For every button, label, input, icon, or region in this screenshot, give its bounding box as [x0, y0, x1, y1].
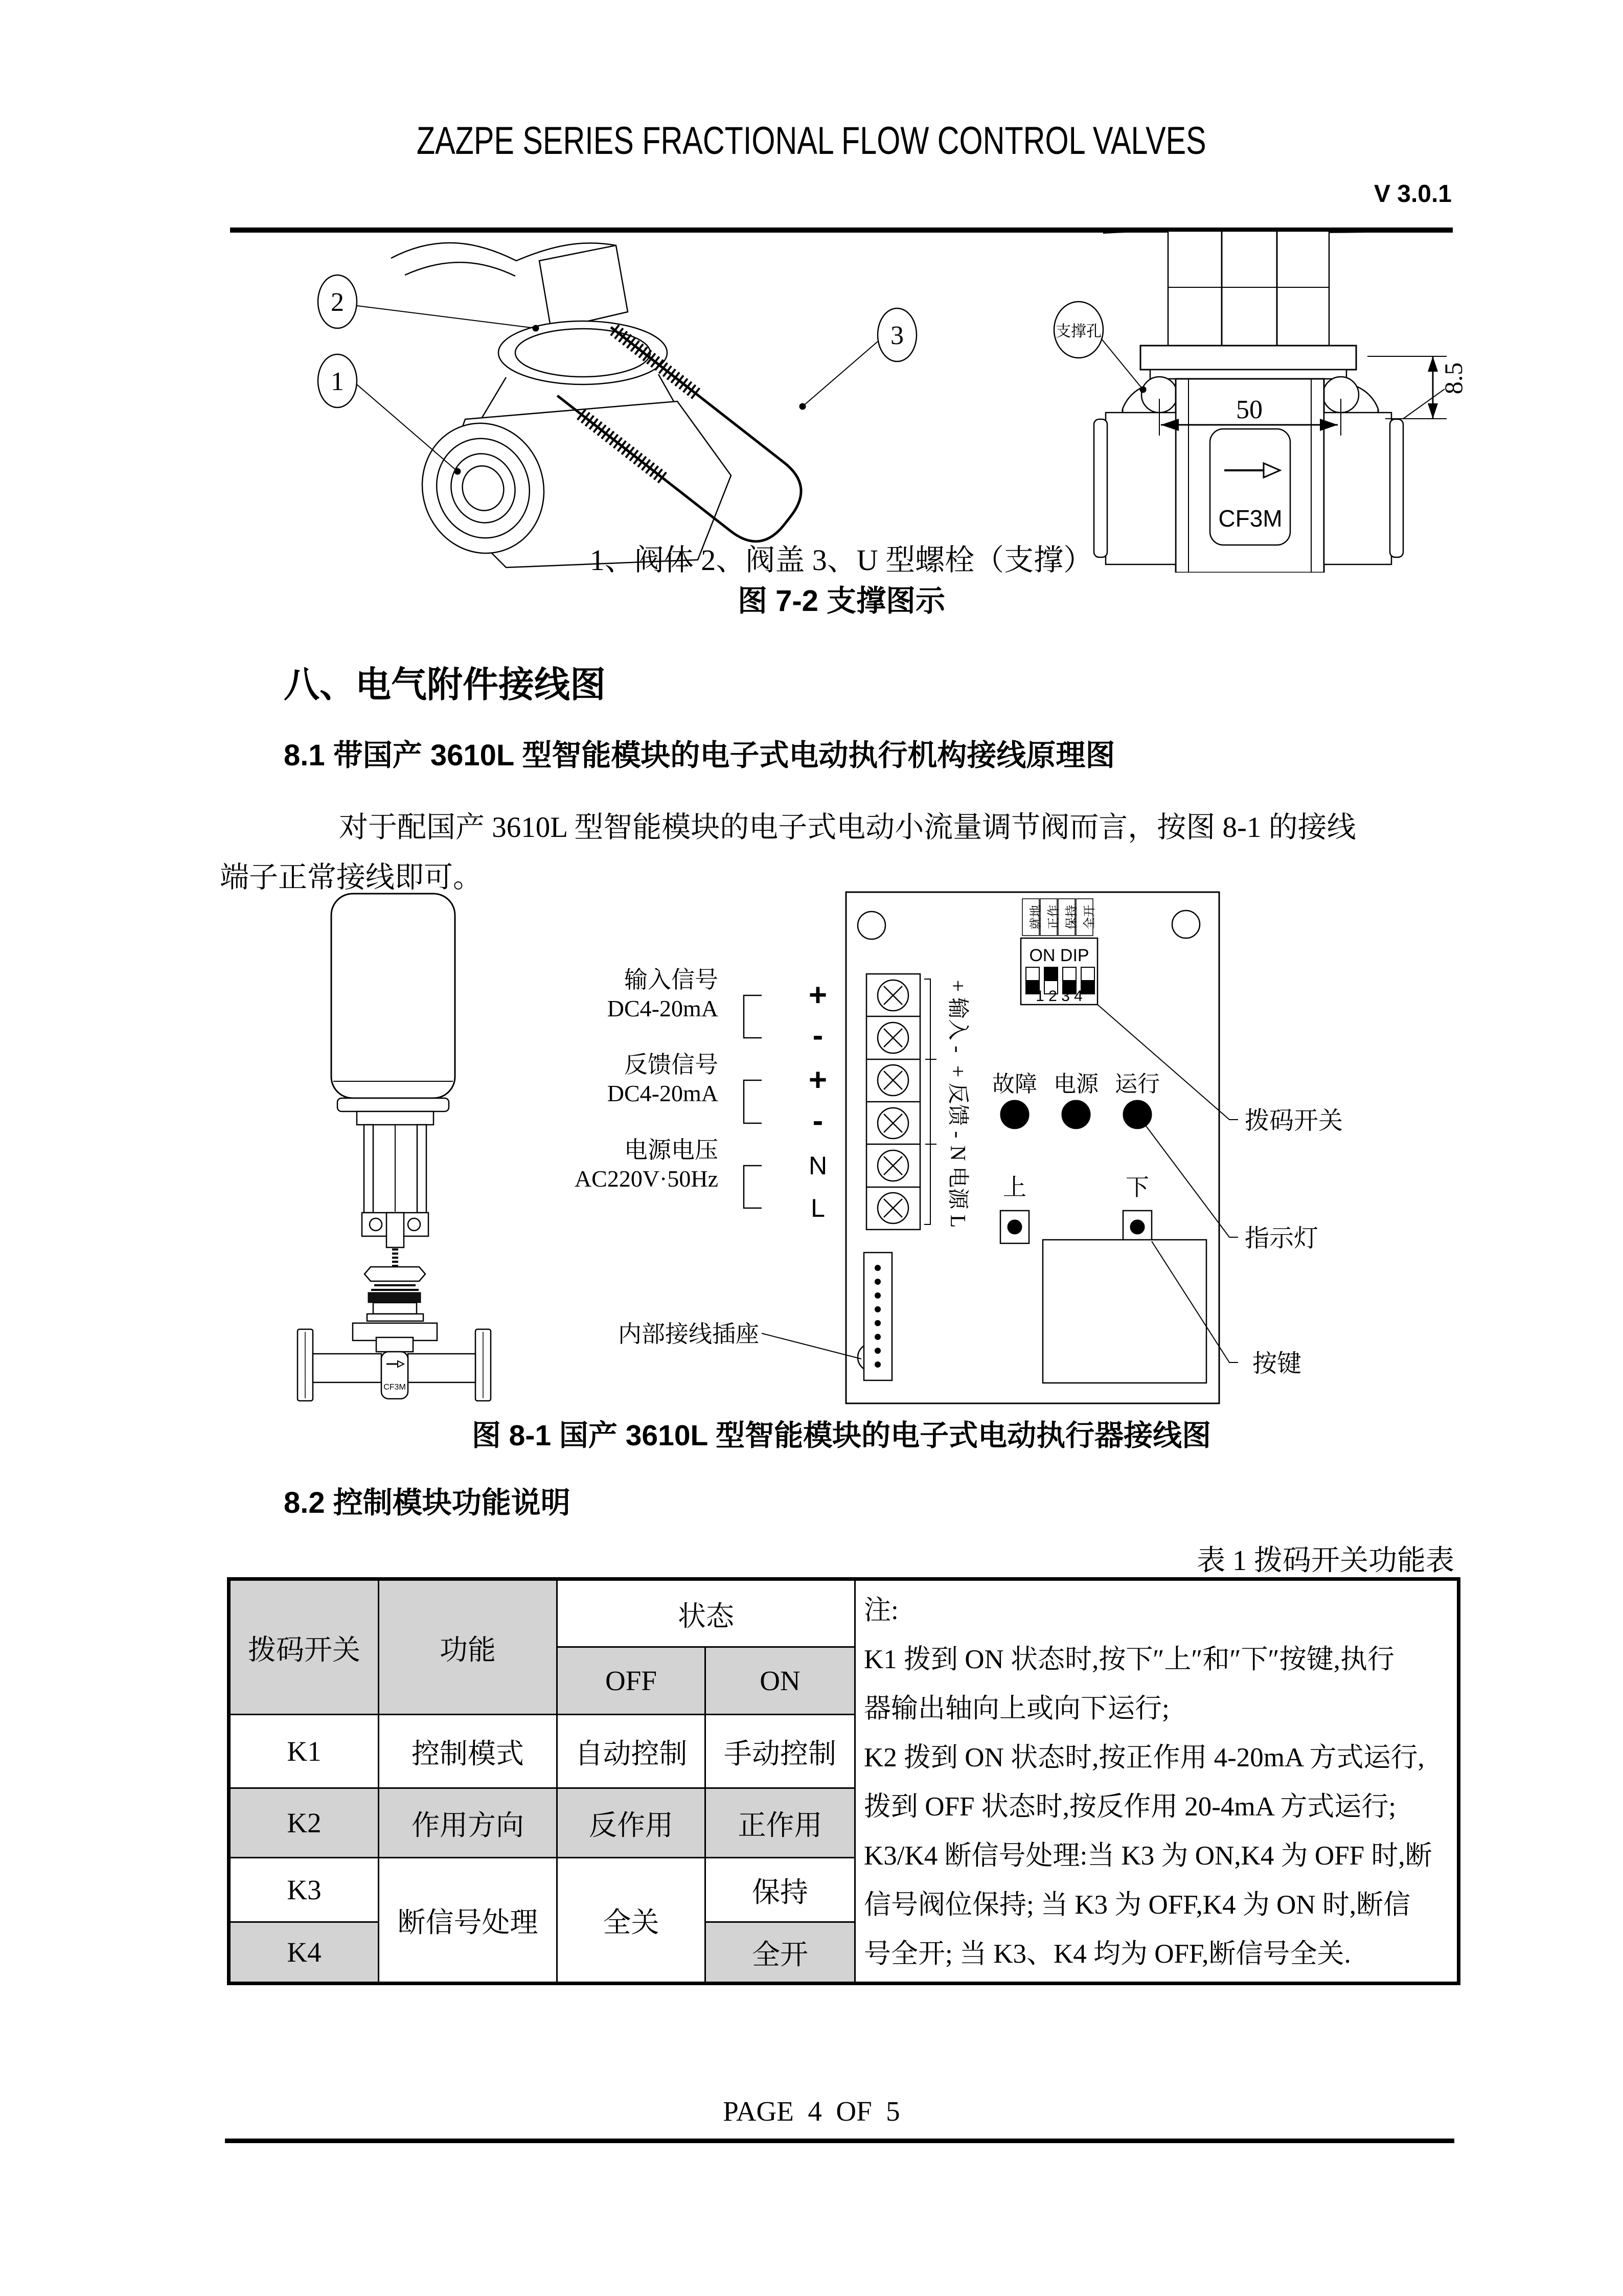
side-group-power: N 电源 L — [946, 1145, 969, 1228]
valve-material-label: CF3M — [383, 1383, 406, 1392]
notes-line: 信号阀位保持; 当 K3 为 OFF,K4 为 ON 时,断信 — [864, 1890, 1411, 1920]
section-8-1-heading: 8.1 带国产 3610L 型智能模块的电子式电动执行机构接线原理图 — [284, 739, 1115, 772]
callout-2-number: 2 — [331, 288, 344, 317]
dip-tiny-label-4: 全开 — [1083, 905, 1096, 929]
cell-k3k4-off: 全关 — [557, 1858, 705, 1984]
callout-3-number: 3 — [890, 321, 904, 350]
feedback-minus: - — [812, 1103, 824, 1139]
fault-led — [1001, 1101, 1028, 1128]
dim-50: 50 — [1236, 395, 1263, 424]
input-signal-range: DC4-20mA — [607, 995, 718, 1021]
input-minus: - — [812, 1018, 824, 1053]
cell-k2-off: 反作用 — [557, 1788, 705, 1858]
page-header — [0, 119, 1623, 164]
figure-7-2-drawing — [286, 230, 1477, 573]
run-led-label: 运行 — [1115, 1072, 1160, 1097]
cell-k4-on: 全开 — [705, 1922, 855, 1984]
cell-k1-off: 自动控制 — [557, 1715, 705, 1788]
table-header-switch: 拨码开关 — [229, 1579, 379, 1715]
power-l: L — [811, 1194, 825, 1222]
notes-line: K3/K4 断信号处理:当 K3 为 ON,K4 为 OFF 时,断 — [864, 1841, 1432, 1871]
cell-k1-on: 手动控制 — [705, 1715, 855, 1788]
table-header-off: OFF — [557, 1647, 705, 1715]
callout-led-label: 指示灯 — [1245, 1225, 1319, 1252]
table-1-title: 表 1 拨码开关功能表 — [1197, 1545, 1454, 1577]
dip-header: ON DIP — [1029, 946, 1089, 965]
feedback-plus: + — [808, 1062, 828, 1098]
side-group-input: + 输入 - — [946, 980, 969, 1053]
cell-k2-on: 正作用 — [705, 1788, 855, 1858]
dim-8-5: 8.5 — [1439, 362, 1468, 395]
notes-line: K2 拨到 ON 状态时,按正作用 4-20mA 方式运行, — [864, 1743, 1425, 1772]
document-title: ZAZPE SERIES FRACTIONAL FLOW CONTROL VALVES — [417, 119, 1206, 163]
notes-line: 拨到 OFF 状态时,按反作用 20-4mA 方式运行; — [864, 1792, 1396, 1822]
dip-tiny-label-2: 正作 — [1047, 905, 1061, 929]
notes-line: 器输出轴向上或向下运行; — [864, 1694, 1170, 1723]
table-notes-cell — [855, 1579, 1459, 1984]
input-signal-label: 输入信号 — [624, 967, 718, 993]
internal-connector — [864, 1253, 892, 1380]
up-button-label: 上 — [1003, 1174, 1026, 1200]
footer-rule — [225, 2139, 1454, 2143]
power-range: AC220V·50Hz — [574, 1166, 718, 1192]
section-8-heading: 八、电气附件接线图 — [284, 665, 606, 704]
paragraph-line-2: 端子正常接线即可。 — [220, 861, 482, 894]
cell-k2-func: 作用方向 — [379, 1788, 557, 1858]
version-label: V 3.0.1 — [1374, 180, 1452, 208]
callout-btn-label: 按键 — [1252, 1350, 1302, 1377]
cell-k4: K4 — [229, 1922, 379, 1984]
material-label: CF3M — [1218, 505, 1283, 532]
cell-k3-on: 保持 — [705, 1858, 855, 1922]
down-button-label: 下 — [1126, 1174, 1149, 1200]
side-group-feedback: + 反馈 - — [946, 1065, 969, 1139]
connector-label: 内部接线插座 — [618, 1321, 759, 1347]
cell-k3k4-func: 断信号处理 — [379, 1858, 557, 1984]
table-header-on: ON — [705, 1647, 855, 1715]
cell-k2: K2 — [229, 1788, 379, 1858]
feedback-signal-range: DC4-20mA — [607, 1080, 718, 1106]
dip-function-table — [227, 1577, 1460, 1985]
figure-8-1-drawing — [286, 879, 1477, 1406]
section-8-2-heading: 8.2 控制模块功能说明 — [284, 1486, 570, 1519]
power-label: 电源电压 — [624, 1137, 718, 1163]
power-led-label: 电源 — [1054, 1072, 1099, 1097]
cell-k3: K3 — [229, 1858, 379, 1922]
fig81-caption: 图 8-1 国产 3610L 型智能模块的电子式电动执行器接线图 — [471, 1419, 1211, 1452]
cell-k1-func: 控制模式 — [379, 1715, 557, 1788]
page-number: PAGE 4 OF 5 — [723, 2096, 900, 2127]
dip-tiny-label-3: 保持 — [1065, 905, 1079, 929]
fig72-figure-label: 图 7-2 支撑图示 — [737, 584, 946, 618]
cell-k1: K1 — [229, 1715, 379, 1788]
paragraph-line-1: 对于配国产 3610L 型智能模块的电子式电动小流量调节阀而言，按图 8-1 的接线 — [339, 811, 1356, 844]
callout-dip-label: 拨码开关 — [1245, 1107, 1343, 1134]
table-header-status: 状态 — [557, 1579, 855, 1647]
notes-line: K1 拨到 ON 状态时,按下″上″和″下″按键,执行 — [864, 1645, 1395, 1674]
support-hole-label: 支撑孔 — [1056, 323, 1102, 340]
power-led — [1062, 1101, 1090, 1128]
notes-line: 号全开; 当 K3、K4 均为 OFF,断信号全关. — [864, 1939, 1351, 1969]
input-plus: + — [808, 977, 828, 1013]
feedback-signal-label: 反馈信号 — [624, 1052, 718, 1078]
fig72-parts-caption: 1、阀体 2、阀盖 3、U 型螺栓（支撑） — [589, 543, 1093, 577]
fault-led-label: 故障 — [992, 1072, 1037, 1097]
table-header-function: 功能 — [379, 1579, 557, 1715]
dip-numbers: 1 2 3 4 — [1036, 988, 1083, 1005]
dip-tiny-label-1: 就地 — [1030, 905, 1043, 929]
callout-1-number: 1 — [331, 367, 344, 396]
power-n: N — [808, 1151, 828, 1180]
notes-title: 注: — [864, 1596, 899, 1625]
